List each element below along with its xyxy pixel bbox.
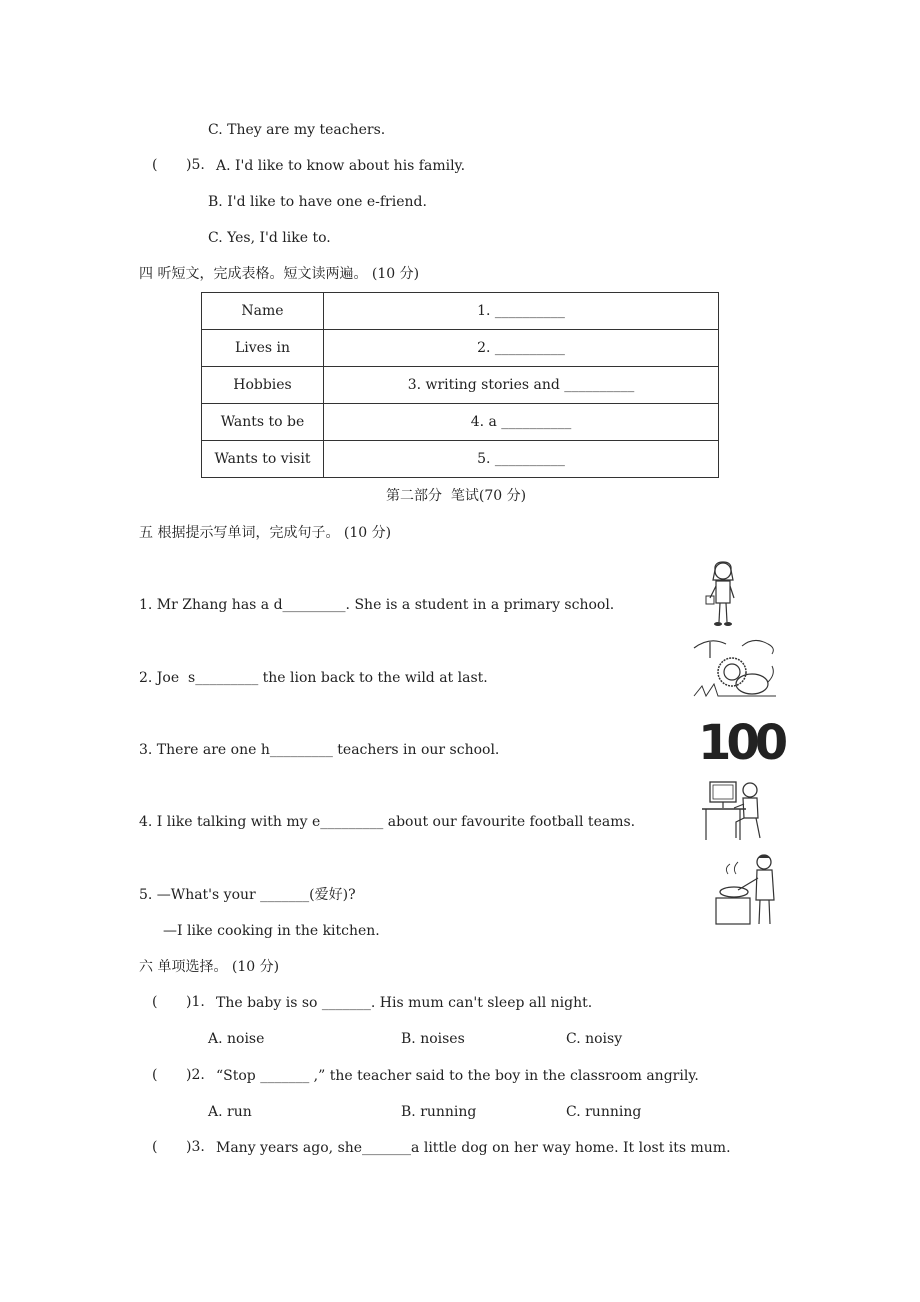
q6-2-option-c[interactable]: C. running [566,1104,642,1120]
section5-item-5[interactable]: 5. —What's your _______(爱好)? [139,887,356,903]
table-row [202,330,719,367]
table-label: Lives in [202,330,324,367]
q6-1-option-a[interactable]: A. noise [208,1031,265,1047]
q6-1-option-c[interactable]: C. noisy [566,1031,623,1047]
part2-title: 第二部分 笔试(70 分) [386,488,527,504]
q6-1-answer-paren[interactable]: ( [152,994,158,1010]
table-blank[interactable]: 2. __________ [324,330,719,367]
q5-option-b: B. I'd like to have one e-friend. [208,194,427,210]
q6-3-answer-paren[interactable]: ( [152,1139,158,1155]
table-row [202,404,719,441]
q4-option-c: C. They are my teachers. [208,122,386,138]
section5-heading: 五 根据提示写单词，完成句子。 (10 分) [139,525,392,541]
q6-1-stem: The baby is so _______. His mum can't sleep all night. [216,995,593,1011]
table-blank[interactable]: 3. writing stories and __________ [324,367,719,404]
q5-option-a: A. I'd like to know about his family. [216,158,466,174]
section4-heading: 四 听短文，完成表格。短文读两遍。 (10 分) [139,266,420,282]
q6-1-option-b[interactable]: B. noises [401,1031,465,1047]
number-100-picture: 100 [698,715,784,771]
q6-3-number: )3. [186,1139,205,1155]
q6-2-option-b[interactable]: B. running [401,1104,477,1120]
table-row [202,293,719,330]
table-blank[interactable]: 5. __________ [324,441,719,478]
q5-number: )5. [186,157,205,173]
table-row [202,367,719,404]
cooking-picture [712,852,778,926]
table-label: Hobbies [202,367,324,404]
q6-2-option-a[interactable]: A. run [208,1104,252,1120]
q5-answer-paren[interactable]: ( [152,157,158,173]
table-blank[interactable]: 4. a __________ [324,404,719,441]
q6-1-number: )1. [186,994,205,1010]
section5-item-2[interactable]: 2. Joe s_________ the lion back to the wild at last. [139,670,488,686]
q5-option-c: C. Yes, I'd like to. [208,230,331,246]
section5-item-3[interactable]: 3. There are one h_________ teachers in our school. [139,742,500,758]
table-label: Wants to visit [202,441,324,478]
boy-computer-picture [700,778,764,844]
section5-item-5-answer: —I like cooking in the kitchen. [163,923,380,939]
section5-item-1[interactable]: 1. Mr Zhang has a d_________. She is a student in a primary school. [139,597,615,613]
section6-heading: 六 单项选择。 (10 分) [139,959,280,975]
q6-2-number: )2. [186,1067,205,1083]
section5-item-4[interactable]: 4. I like talking with my e_________ about our favourite football teams. [139,814,636,830]
table-blank[interactable]: 1. __________ [324,293,719,330]
table-row [202,441,719,478]
table-label: Name [202,293,324,330]
girl-student-picture [700,560,746,628]
lion-picture [692,634,778,702]
q6-2-stem: “Stop _______ ,” the teacher said to the boy in the classroom angrily. [216,1068,699,1084]
listening-table [201,292,719,478]
table-label: Wants to be [202,404,324,441]
q6-3-stem: Many years ago, she_______a little dog on her way home. It lost its mum. [216,1140,731,1156]
q6-2-answer-paren[interactable]: ( [152,1067,158,1083]
